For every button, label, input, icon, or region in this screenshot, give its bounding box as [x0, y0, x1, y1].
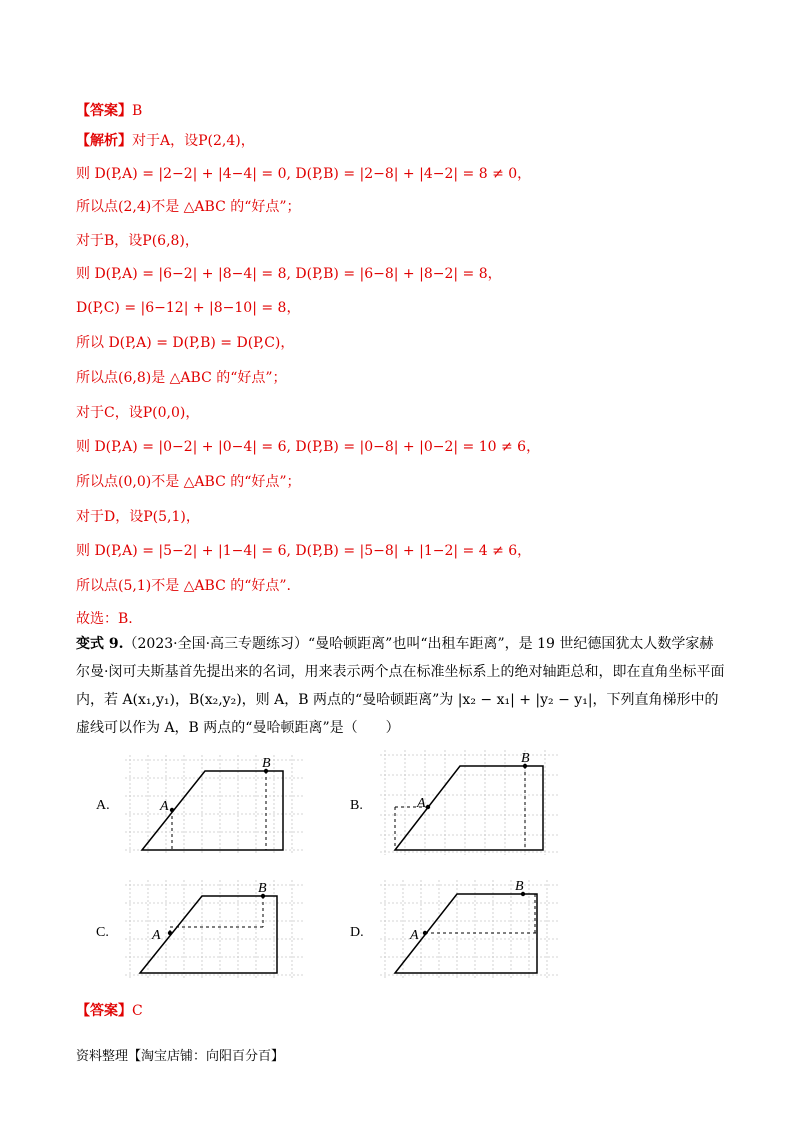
solution-line-7: 所以 D(P,A) = D(P,B) = D(P,C)，: [76, 335, 295, 351]
solution-conclusion: 故选：B.: [76, 611, 133, 627]
option-d-point-b: B: [515, 879, 524, 894]
answer-value-2: C: [132, 1003, 143, 1019]
solution-label: 【解析】: [76, 133, 132, 149]
problem-label: 变式 9.: [76, 636, 124, 652]
solution-line-6: D(P,C) = |6−12| + |8−10| = 8，: [76, 300, 301, 316]
answer-label: 【答案】: [76, 103, 132, 119]
answer-line-2: [76, 1000, 143, 1020]
option-b-point-b: B: [521, 751, 530, 766]
solution-line-14: 所以点(5,1)不是 △ABC 的“好点”.: [76, 578, 291, 594]
option-c-point-a: A: [152, 928, 161, 943]
solution-line-13: 则 D(P,A) = |5−2| + |1−4| = 6, D(P,B) = |5−8| + |1−2| = 4 ≠ 6，: [76, 543, 532, 559]
footer-text: 资料整理【淘宝店铺：向阳百分百】: [76, 1049, 285, 1064]
option-a-figure: [120, 750, 310, 860]
option-a-point-a: A: [160, 799, 169, 814]
option-b-point-a: A: [417, 796, 426, 811]
solution-line-5: 则 D(P,A) = |6−2| + |8−4| = 8, D(P,B) = |6−8| + |8−2| = 8，: [76, 266, 502, 282]
solution-line-2: 则 D(P,A) = |2−2| + |4−4| = 0, D(P,B) = |2−8| + |4−2| = 8 ≠ 0，: [76, 166, 532, 182]
solution-line-4: 对于B，设P(6,8)，: [76, 233, 199, 249]
answer-value: B: [132, 103, 143, 119]
option-a-label: A.: [96, 798, 110, 813]
option-d-figure: [375, 875, 565, 985]
problem-body: （2023·全国·高三专题练习）“曼哈顿距离”也叫“出租车距离”，是 19 世纪德国犹太人数学家赫尔曼·闵可夫斯基首先提出来的名词，用来表示两个点在标准坐标系上的绝对轴距总和，即在直角坐标平面内，若 A(x₁,y₁)，B(x₂,y₂)，则 A，B 两点的“曼哈顿距离”为 |x₂ − x₁| + |y₂ − y₁|，下列直角梯形中的虚线可以作为 A，B 两点的“曼哈顿距离”是（ ）: [76, 636, 725, 736]
option-c-figure: [120, 875, 310, 985]
solution-line-9: 对于C，设P(0,0)，: [76, 405, 200, 421]
option-b-label: B.: [350, 798, 363, 813]
solution-line-10: 则 D(P,A) = |0−2| + |0−4| = 6, D(P,B) = |0−8| + |0−2| = 10 ≠ 6，: [76, 439, 541, 455]
option-b-figure: [375, 745, 565, 860]
solution-line-8: 所以点(6,8)是 △ABC 的“好点”；: [76, 370, 287, 386]
option-c-point-b: B: [258, 881, 267, 896]
option-c-label: C.: [96, 925, 109, 940]
solution-line-12: 对于D，设P(5,1)，: [76, 509, 200, 525]
solution-line-3: 所以点(2,4)不是 △ABC 的“好点”；: [76, 199, 301, 215]
solution-line-1: 【解析】对于A，设P(2,4)，: [76, 133, 255, 149]
option-d-point-a: A: [410, 928, 419, 943]
answer-line: [76, 100, 142, 120]
option-a-point-b: B: [262, 756, 271, 771]
option-d-label: D.: [350, 925, 364, 940]
problem-text: [76, 630, 726, 742]
answer-label-2: 【答案】: [76, 1003, 132, 1019]
solution-line-11: 所以点(0,0)不是 △ABC 的“好点”；: [76, 474, 301, 490]
